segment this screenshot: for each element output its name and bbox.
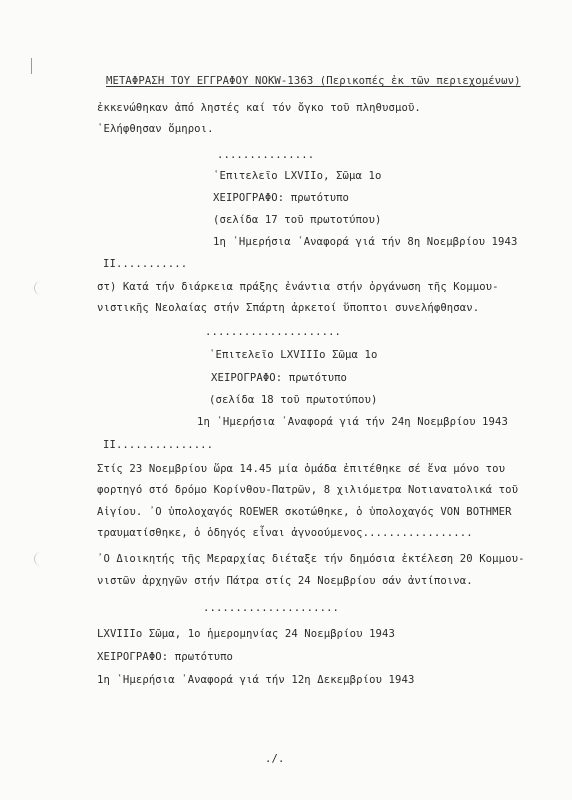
- punch-hole-mark: [34, 552, 43, 566]
- text-line: ῾Ελήφθησαν ὅμηροι.: [97, 123, 214, 135]
- separator-dots: .....................: [203, 602, 340, 614]
- text-line: νιστικῆς Νεολαίας στήν Σπάρτη ἀρκετοί ὕποπτοι συνελήφθησαν.: [97, 302, 480, 314]
- text-line: 1η ῾Ημερήσια ᾽Αναφορά γιά τήν 12η Δεκεμβρίου 1943: [97, 674, 415, 686]
- text-line: ῾Επιτελεῖο LXVIIIο Σῶμα 1ο: [209, 349, 378, 361]
- text-line: ΧΕΙΡΟΓΡΑΦΟ: πρωτότυπο: [211, 372, 348, 384]
- text-line: ΧΕΙΡΟΓΡΑΦΟ: πρωτότυπο: [213, 192, 350, 204]
- text-line: φορτηγό στό δρόμο Κορίνθου-Πατρῶν, 8 χιλιόμετρα Νοτιανατολικά τοῦ: [97, 484, 519, 496]
- text-line: 1η ῾Ημερήσια ᾽Αναφορά γιά τήν 8η Νοεμβρίου 1943: [213, 236, 518, 248]
- text-line: (σελίδα 18 τοῦ πρωτοτύπου): [209, 394, 378, 406]
- text-line: Στίς 23 Νοεμβρίου ὥρα 14.45 μία ὁμάδα ἐπιτέθηκε σέ ἕνα μόνο του: [97, 463, 506, 475]
- text-line: στ) Κατά τήν διάρκεια πράξης ἐνάντια στήν ὀργάνωση τῆς Κομμου-: [97, 281, 499, 293]
- text-line: (σελίδα 17 τοῦ πρωτοτύπου): [213, 214, 382, 226]
- text-line: II...............: [103, 439, 214, 451]
- text-line: ΧΕΙΡΟΓΡΑΦΟ: πρωτότυπο: [97, 651, 234, 663]
- text-line: Αἰγίου. ᾽Ο ὑπολοχαγός ROEWER σκοτώθηκε, ὁ ὑπολοχαγός VON BOTHMER: [97, 506, 512, 518]
- text-line: II...........: [103, 258, 188, 270]
- page-continuation-marker: ./.: [265, 753, 285, 765]
- margin-pencil-mark: [31, 58, 32, 74]
- text-line: LXVIIIο Σῶμα, 1ο ἡμερομηνίας 24 Νοεμβρίου 1943: [97, 628, 395, 640]
- separator-dots: .....................: [205, 326, 342, 338]
- text-line: 1η ῾Ημερήσια ᾽Αναφορά γιά τήν 24η Νοεμβρίου 1943: [197, 416, 508, 428]
- text-line: τραυματίσθηκε, ὁ ὁδηγός εἶναι ἀγνοούμενος.................: [97, 527, 473, 539]
- document-title: ΜΕΤΑΦΡΑΣΗ ΤΟΥ ΕΓΓΡΑΦΟΥ NOKW-1363 (Περικοπές ἐκ τῶν περιεχομένων): [106, 75, 521, 87]
- text-line: ἐκκενώθηκαν ἀπό ληστές καί τόν ὄγκο τοῦ πληθυσμοῦ.: [97, 102, 421, 114]
- text-line: ᾽Ο Διοικητής τῆς Μεραρχίας διέταξε τήν δημόσια ἐκτέλεση 20 Κομμου-: [97, 553, 525, 565]
- text-line: νιστῶν ἀρχηγῶν στήν Πάτρα στίς 24 Νοεμβρίου σάν ἀντίποινα.: [97, 575, 473, 587]
- punch-hole-mark: [34, 281, 43, 295]
- separator-dots: ...............: [217, 149, 315, 161]
- text-line: ῾Επιτελεῖο LXVIIο, Σῶμα 1ο: [213, 170, 382, 182]
